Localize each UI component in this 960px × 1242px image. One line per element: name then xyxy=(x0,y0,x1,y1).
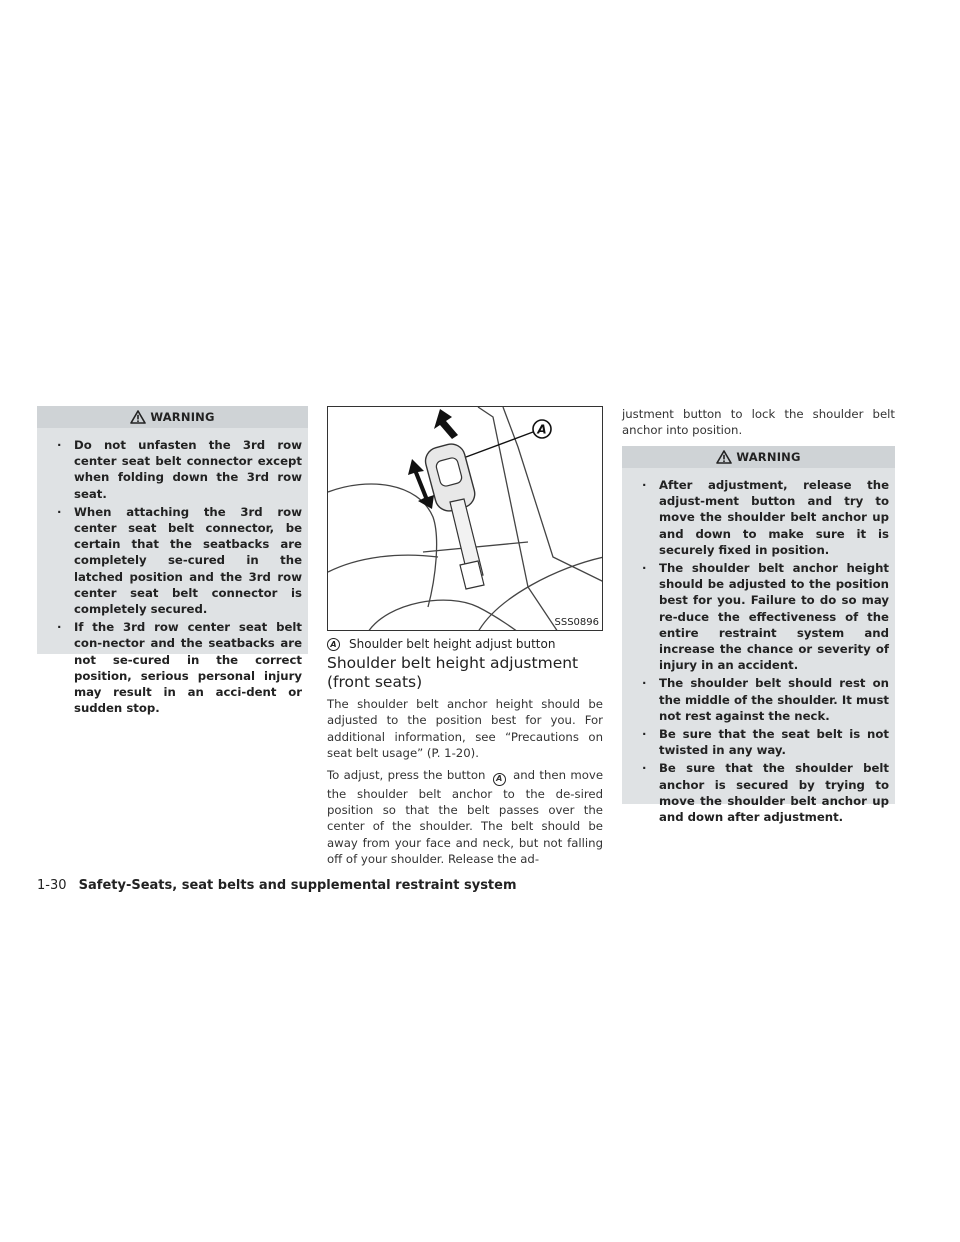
page-footer xyxy=(37,878,517,893)
warning-item: · Be sure that the shoulder belt anchor is secured by trying to move the shoulder belt anchor up and down after adjustment. xyxy=(642,760,889,825)
warning-header xyxy=(622,446,895,468)
paragraph: The shoulder belt anchor height should be adjusted to the position best for you. For additional information, see “Precautions on seat belt usage” (P. 1-20). xyxy=(327,697,603,760)
warning-item: · If the 3rd row center seat belt con-nector and the seatbacks are not se-cured in the correct position, serious personal injury may result in an acci-dent or sudden stop. xyxy=(57,619,302,716)
warning-icon xyxy=(716,450,732,464)
warning-item: · When attaching the 3rd row center seat belt connector, be certain that the seatbacks are completely se-cured in the latched position and the 3rd row center seat belt connector is completely secured. xyxy=(57,504,302,617)
warning-item: · After adjustment, release the adjust-ment button and try to move the shoulder belt anchor up and down to make sure it is securely fixed in position. xyxy=(642,477,889,558)
warning-box-shoulder-belt xyxy=(622,446,895,825)
figure-callout: A xyxy=(537,422,547,437)
warning-item: · Be sure that the seat belt is not twisted in any way. xyxy=(642,726,889,758)
callout-badge: A xyxy=(493,773,506,786)
section-heading: Shoulder belt height adjustment (front seats) xyxy=(327,654,579,691)
figure-caption xyxy=(327,637,607,651)
paragraph-text: and then move the shoulder belt anchor to the de-sired position so that the belt passes over the center of the shoulder. The belt should be away from your face and neck, but not falling off of your shoulder. Release the ad- xyxy=(327,768,604,866)
warning-header xyxy=(37,406,308,428)
warning-title: WARNING xyxy=(150,410,215,424)
paragraph: justment button to lock the shoulder belt anchor into position. xyxy=(622,407,895,438)
paragraph-text: To adjust, press the button xyxy=(327,768,486,782)
callout-badge: A xyxy=(327,638,340,651)
warning-item: · Do not unfasten the 3rd row center seat belt connector except when folding down the 3rd row seat. xyxy=(57,437,302,502)
warning-item: · The shoulder belt should rest on the middle of the shoulder. It must not rest against the neck. xyxy=(642,675,889,724)
shoulder-belt-illustration xyxy=(327,406,603,631)
warning-title: WARNING xyxy=(736,450,801,464)
warning-box-3rd-row xyxy=(37,406,308,716)
warning-item: · The shoulder belt anchor height should be adjusted to the position best for you. Failure to do so may re-duce the effectiveness of the entire restraint system and increase the chance or severity of injury in an accident. xyxy=(642,560,889,673)
figure-code: SSS0896 xyxy=(554,617,599,628)
warning-list xyxy=(622,468,895,835)
warning-icon xyxy=(130,410,146,424)
belt-drawing xyxy=(328,407,603,631)
caption-text: Shoulder belt height adjust button xyxy=(349,637,556,651)
warning-list xyxy=(37,428,308,726)
footer-section-title: Safety-Seats, seat belts and supplemental restraint system xyxy=(78,878,517,893)
paragraph xyxy=(327,767,603,867)
page-number: 1-30 xyxy=(37,878,67,893)
